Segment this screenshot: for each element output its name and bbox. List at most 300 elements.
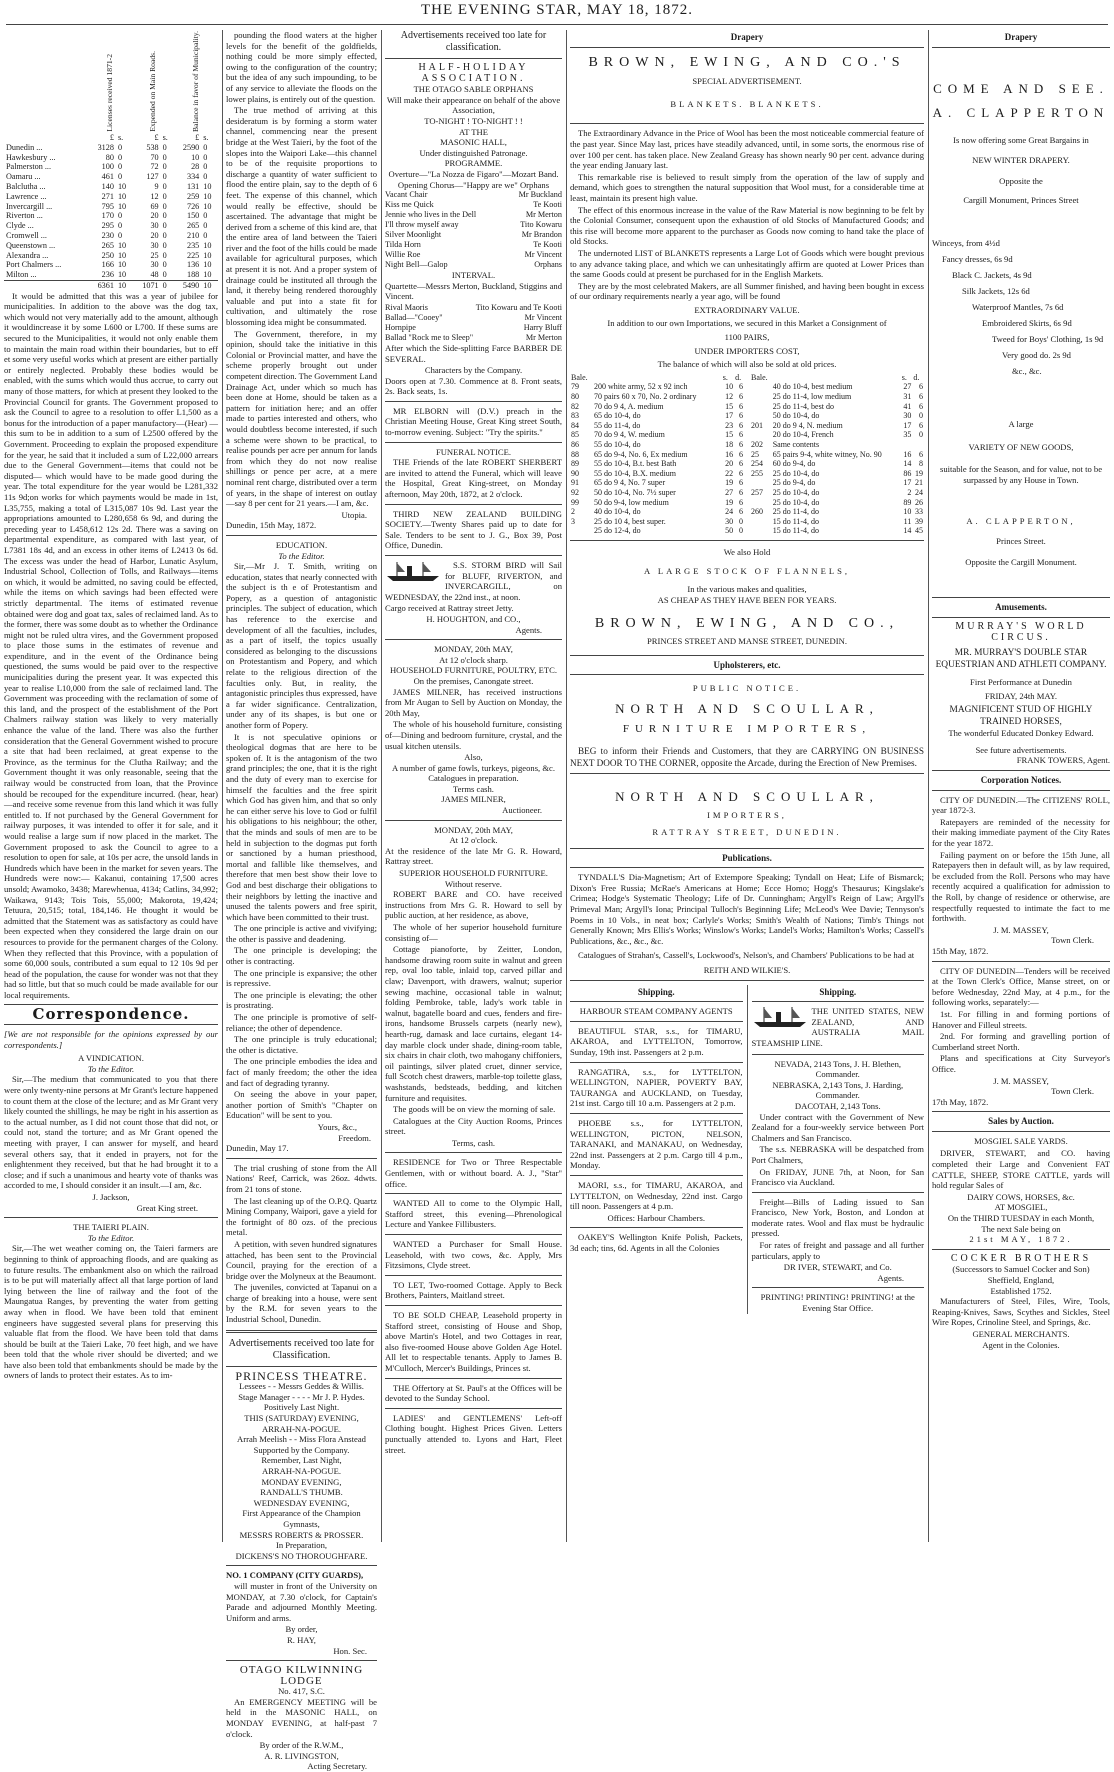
ad-body: This remarkable rise is believed to result simply from the operation of the law of supply and demand, which goes to strengthen the natural supposition that Wool must, for a considerable time at least, maintain its present high value. [570,171,924,203]
section-heading: Shipping. [637,986,675,997]
ad-line: Sheffield, England, [987,1275,1055,1285]
table-cell: Palmerston ... [6,162,52,172]
table-cell: 20 [725,459,734,469]
table-cell: 50 do 9-4, low medium [594,497,669,507]
table-cell [750,430,772,440]
ad-line: We also Hold [723,546,771,557]
table-cell [750,402,772,412]
ad-body: Catalogues at the City Auction Rooms, Princes street. [385,1115,562,1137]
table-cell: 10 [203,250,212,260]
ad-body: The whole of his household furniture, consisting of—Dining and bedroom furniture, crystal, and the usual kitchen utensils. [385,719,562,751]
section-title: Correspondence. [32,1005,190,1024]
table-cell: 5490 [182,280,200,290]
programme-item [385,200,562,210]
programme-item [385,333,562,343]
ad-body: TYNDALL'S Dia-Magnetism; Art of Extempore Speaking; Tyndall on Heat; Life of Bismarck; Dixon's Free Russia; McRae's Americans at Home; Ecce Homo; Hogg's Thesaurus; Kingslake's Crimea; Hodge's Systematic Theology; Life of Dr. Cunningham; Argyll's Reign of Law; Argyll's Primeval Man; Argyll's Iona; Principal Tulloch's Beginning Life; McLeod's Wee Davie; Tennyson's Poems in 10 Vols., in neat box; Carlyle's Works; Smith's Wealth of Nations; Timb's Things not Generally Known; Mrs Ellis's Works; Winslow's Works; Landel's Works; Hamilton's Works; Cassell's Publications, &c., &c., &c. [570,872,924,946]
table-cell: 86 [903,468,912,478]
table-cell: 259 [186,191,200,201]
programme-item [385,323,562,333]
price-item: Waterproof Mantles, 7s 6d [972,302,1064,313]
letter-signature: Yours, &c., [317,1121,357,1132]
song-title: Tilda Horn [385,240,421,250]
table-cell: 0 [162,191,167,201]
ad-body: The undernoted LIST of BLANKETS represents a Large Lot of Goods which were bought previous to any advance taking place, and which we can unhesitatingly affirm are quoted at Lower Prices than the same Goods could at present be purchased for in the English Markets. [570,247,924,280]
table-cell: 10 [117,260,127,270]
table-cell: Hawkesbury ... [6,152,56,162]
ad-line: By order of the R.W.M., [259,1740,344,1751]
table-cell: 31 [903,392,912,402]
article-paragraph: The one principle is developing; the other is contracting. [226,945,377,967]
table-cell: 10 [117,191,127,201]
table-cell: 0 [162,201,167,211]
table-cell: 0 [162,240,167,250]
table-cell: 25 do 10-4, do [772,468,820,478]
programme-item [385,190,562,200]
ad-line: TO-NIGHT ! TO-NIGHT ! ! [424,115,523,126]
ad-line: By order, [285,1624,318,1635]
table-header-row [570,373,744,383]
letter-body [226,561,377,1121]
table-cell: 6 [739,392,743,402]
ad-body: WANTED a Purchaser for Small House. Leasehold, with two cows, &c. Apply, Mrs Fitzsimons, Clyde street. [385,1239,562,1271]
ad-line: DACOTAH, 2,143 Tons. [794,1100,881,1111]
ad-line: NEBRASKA, 2,143 Tons, J. Harding, Commander. [772,1079,904,1101]
table-cell: 80 [105,152,114,162]
ad-title: MURRAY'S WORLD CIRCUS. [955,620,1087,643]
performer: Mr Vincent [524,312,562,322]
table-cell: 10 [117,181,127,191]
table-cell [901,440,913,450]
ad-line: After which the Side-splitting Farce BARBER DE SEVERAL. [385,342,562,364]
section-heading: Upholsterers, etc. [713,659,781,670]
song-title: Willie Roe [385,250,421,260]
ad-body: LADIES' and GENTLEMENS' Left-off Clothing bought. Highest Prices Given. Letters punctually attended to. Lyons and Hart, Fleet street. [385,1412,562,1455]
ad-line: RATTRAY STREET, DUNEDIN. [652,827,842,838]
ad-line: DICKENS'S NO THOROUGHFARE. [235,1550,368,1561]
table-cell: 0 [117,211,123,221]
table-cell: 12 [150,191,159,201]
ad-title: BROWN, EWING, AND CO., [594,616,900,632]
ad-line: At 12 o'clock. [449,835,498,846]
ad-line: FRIDAY, 24th MAY. [984,690,1058,701]
table-cell: 50 do 10-4, No. 7½ super [594,487,676,497]
table-cell: 6 [739,449,743,459]
table-cell: 9 [154,181,159,191]
ad-line: ARRAH-NA-POGUE. [261,1423,341,1434]
table-cell: 25 [150,250,159,260]
ad-body: RESIDENCE for Two or Three Respectable Gentlemen, with or without board. A. J., "Star" office. [385,1157,562,1189]
table-row [570,402,744,412]
table-cell: 10 [203,191,212,201]
ad-line: MASONIC HALL, [440,137,507,148]
ad-signature: DR IVER, STEWART, and Co. [783,1262,892,1273]
table-cell: 25 do 9-4, do [772,478,816,488]
ad-line: Characters by the Company. [424,365,523,376]
table-cell: 65 do 9 4, No. 7 super [594,478,666,488]
song-title: Kiss me Quick [385,200,434,210]
divider [570,655,924,656]
table-cell: 30 [903,411,912,421]
table-cell: 0 [919,411,923,421]
table-cell: 25 do 12-4, do [594,526,641,536]
table-cell: 17 [725,411,734,421]
table-cell: 0 [117,221,123,231]
article-paragraph: The one principle is active and vivifying; the other is passive and deadening. [226,923,377,944]
price-list [932,235,1110,379]
section-heading: Advertisements received too late for Classification. [228,1337,375,1361]
divider [932,1131,1110,1132]
divider [752,1054,925,1055]
ad-body: THIRD NEW ZEALAND BUILDING SOCIETY.—Twenty Shares paid up to date for Sale. Tenders to be sent to J. G., Box 39, Post Office, Dunedin. [385,508,562,551]
table-row [750,469,924,479]
ad-line: Also, [464,752,483,763]
table-row [750,498,924,508]
table-cell: 0 [203,172,208,182]
column-3 [385,30,562,1540]
table-cell: 84 [571,420,579,430]
divider [932,47,1110,48]
performer: Mr Buckland [518,190,562,200]
divider [385,820,562,821]
table-cell: Clyde ... [6,221,34,231]
table-cell: 24 [915,487,923,497]
table-cell: 90 [571,468,579,478]
ad-signature: A. R. LIVINGSTON, [264,1750,339,1761]
table-row [750,450,924,460]
table-cell: 19 [725,497,734,507]
table-cell: Dunedin ... [6,142,43,152]
article-paragraph: The Government, therefore, in my opinion, should take the initiative in this Colonial or Provincial matter, and have the scheme properly brought out under competent direction. The Government Land Drainage Act, under which so much has been done at Home, should be taken as a pattern for initiation here; and an offer made to parties interested and others, who would doubtless become interested, if such a scheme were shown to be practical, to realise pounds per acre per annum for lands from which they do not now realise shillings or pence per acre, at a mere nominal rent charge, distributed over a term of years, in the shape of interest on outlay—say 8 per cent for 21 years.—I am, &c. [226,328,377,509]
ad-body: THE Offertory at St. Paul's at the Offices will be devoted to the Sunday School. [385,1382,562,1404]
ad-line: Stage Manager - - - - Mr J. P. Hydes. [238,1391,365,1402]
ad-line: Doors open at 7.30. Commence at 8. Front seats, 2s. Back seats, 1s. [385,375,562,397]
ad-line: AT MOSGIEL, [994,1202,1048,1213]
ad-line: Cargill Monument, Princes Street [963,194,1079,205]
divider [385,1193,562,1194]
table-cell: 45 [915,526,923,536]
table-row [570,459,744,469]
table-row [570,440,744,450]
price-item: Tweed for Boys' Clothing, 1s 9d [992,334,1104,345]
table-cell: 170 [101,211,114,221]
table-cell: 0 [739,526,743,536]
table-cell: 10 [203,201,212,211]
table-cell: 0 [162,142,167,152]
ad-line: Is now offering some Great Bargains in [953,134,1089,145]
table-cell: 22 [725,468,734,478]
article-paragraph: The one principle is promotive of self-reliance; the other of dependence. [226,1012,377,1033]
ad-title: NORTH AND SCOULLAR, [615,700,879,716]
table-row [4,221,218,231]
ad-line: AT THE [458,126,489,137]
table-cell: 10 [903,507,912,517]
table-cell: 225 [186,250,200,260]
divider [932,617,1110,618]
ad-body: RANGATIRA, s.s., for LYTTELTON, WELLINGTON, NAPIER, POVERTY BAY, TAURANGA and AUCKLAND, on Tuesday, 21st inst. Cargo till 10 a.m. Passengers at 2 p.m. [570,1066,743,1109]
table-cell: 30 [150,221,159,231]
divider [226,535,377,536]
table-cell: 10 [191,152,200,162]
ad-body: WANTED All to come to the Olympic Hall, Stafford street, this evening—Phrenological Lecture and Yankee Fillibusters. [385,1198,562,1230]
table-cell: 35 [903,430,912,440]
table-row [750,382,924,392]
divider [385,442,562,443]
table-cell: Riverton ... [6,211,43,221]
table-header-row [750,373,924,383]
table-row [570,411,744,421]
section-heading: Amusements. [995,602,1047,613]
ad-line: BLANKETS. BLANKETS. [670,98,824,109]
divider [385,1378,562,1379]
table-row [570,430,744,440]
ad-line: In addition to our own Importations, we secured in this Market a Consignment of [607,318,887,329]
table-cell: 0 [203,152,208,162]
programme-list [385,303,562,343]
column-2 [226,30,377,1772]
table-cell: 17 [903,478,912,488]
ad-line: Lessees - - Messrs Geddes & Willis. [239,1381,364,1392]
performer: Orphans [534,260,562,270]
table-body [4,143,218,281]
table-row [750,411,924,421]
table-cell: 188 [186,270,200,280]
song-title: Ballad—"Cooey" [385,312,443,322]
ad-role: Town Clerk. [1051,935,1094,946]
masthead: THE EVENING STAR, MAY 18, 1872. [420,2,694,18]
table-row [4,153,218,163]
table-row [4,260,218,270]
ad-title: NORTH AND SCOULLAR, [615,788,879,804]
table-cell: 0 [162,181,167,191]
divider [932,770,1110,771]
ad-line: Arrah Meelish - - Miss Flora Anstead [237,1434,366,1445]
ad-body: The s.s. NEBRASKA will be despatched from Port Chalmers, [751,1144,924,1165]
table-cell: 25 do 11-4, do [772,507,820,517]
divider [570,1175,743,1176]
table-cell [750,392,772,402]
table-row [570,421,744,431]
table-cell: Invercargill ... [6,201,53,211]
ad-signature: JAMES MILNER, [441,794,506,805]
divider [570,1001,743,1002]
ad-line: GENERAL MERCHANTS. [972,1328,1070,1339]
letter-title: THE TAIERI PLAIN. [73,1222,149,1233]
ad-line: Overture—"La Nozza de Figaro"—Mozart Band. [388,168,559,179]
table-header: Expended on Main Roads. [148,51,158,132]
table-cell: 3 [571,516,575,526]
table-cell: 10 [117,240,127,250]
ad-line: PUBLIC NOTICE. [692,683,802,694]
divider [570,47,924,48]
ad-body: The Extraordinary Advance in the Price of Wool has been the most noticeable commercial feature of the past year. Since May last, prices have steadily advanced, until, in some sorts, the enormous rise of over 100 per cent. has taken place. New Zealand Greasy has shown nearly 90 per cent. advance during the year ending January last. [570,128,924,171]
ad-role: Agents. [877,1272,904,1283]
price-item: &c., &c. [1012,366,1042,377]
table-cell: 33 [915,507,923,517]
table-cell [750,411,772,421]
article-paragraph: It would be admitted that this was a year of jubilee for municipalities. In addition to the above was the dog tax, which would not very materially add to the amount, although it wouldincrease it by some L600 or L700. If these sums are secured to the Municipalities, it would not only enable them to maintain the main road within their boundaries, but to eff et some very useful works which at present are either partially or entirely neglected. Probably these bodies would be enabled, with the sums which would thus accrue, to carry out many of those matters, for which at present they looked to the Provincial Council for grants. The Government proposed to ask the Council to agree to a resolution to offer L1,500 as a bonus for the introduction of a paper manufactory—(Hear) —this sum to be in addition to a sum of L2500 offered by the Government. Proceeding to explain the proposed expenditure for the year, he said that it included a sum of L22,000 arrears due to the General Government—items that could not be disputed— which would have to be made good during the year. The total expenditure for the year would be L281,332 11s 9d;on works for which payments would be made in 1st, L35,755, making a total of L315,087 10s 9d. Last year the appropriations amounted to L280,658 6s 9d, and during the preceding year to L458,612 12s 2d. There was a saving on departmental expenditure, as compared with last year, of L7381 18s 4d, and an excess in other items of L2413 0s 6d. The excess was under the head of Harbor, Lunatic Asylum, Industrial School, Collection of Tolls, and Railways—items on which, it would be admitted, no saving could be effected, while the items on which savings had been effected were strictly departmental. The items of estimated revenue obtained were dog and goat tax, sales of reclaimed land. As to the former, there was some doubt as to whether the Ordinance might not be ruled ultra vires, and the Government proposed to place those sums in the estimates of revenue and expenditure, and in the event of the Ordinance being questioned, the sums would be paid over to the respective municipalities during the present year. It was expected this year to realise L10,000 from the sale of reclaimed land. The Government was proceeding with the reclamation of some of this land, and the prospect of the establishment of the Port Chalmers railway station was likely to very materially enhance the value of the land. There was also the further consideration that the General Government wished to procure a site that had been reclaimed, at great expense to the Province, as the terminus for the Clutha Railway; and the Government thought it was only reasonable, seeing that the railway would be constructed from loan, that the Province should be recouped for the expenditure incurred. (hear, hear)—and receive some revenue from this land which it was fully entitled to. If not purchased by the General Government for railway purposes, it was intended to offer it for sale, and it would realise a large sum if now placed in the market. The Government proposed to ask the Council to agree to a resolution to open for sale, at 10s per acre, the unsold lands in Hundreds which have been in the market for seven years. The Hundreds were now:— Kakanui, containing 17,500 acres unsold; Awamoko, 3438; Marewhenua, 4134; Catlins, 34,992; Waikawa, 9143; Tois Tois, 55,000; Makorota, 19,424; Tetuura, 20,515; total, 184,146. He thought it would be admitted that the Statement was as satisfactory as could have been expected when they considered the large drain on our resources to provide for the permanent charges of the Colony. When they reflected that this Province, with a population of some 60,000 souls, contributed a sum equal to 12 10s 9d per head of the population, the cause for wonder was not that they had so little, but that so much could be made available for our local requirements. [4,290,218,1000]
column-5 [932,30,1110,1540]
ad-line: MR. MURRAY'S DOUBLE STAR EQUESTRIAN AND ATHLETI COMPANY. [935,648,1107,671]
table-cell: 19 [725,478,734,488]
ad-line: On the premises, Canongate street. [413,675,534,686]
ad-line: VARIETY OF NEW GOODS, [968,441,1074,452]
ad-line: No. 417, S.C. [278,1686,325,1697]
programme-item [385,260,562,270]
table-cell: 8 [919,459,923,469]
table-cell: 10 [203,270,212,280]
table-cell: 6 [919,420,923,430]
table-cell [750,517,772,527]
table-cell: 27 [903,382,912,392]
table-cell: 30 [725,516,734,526]
performer: Tito Kowaru and Te Kooti [475,302,562,312]
table-cell: 726 [186,201,200,211]
ad-line: A LARGE STOCK OF FLANNELS, [643,565,851,576]
table-cell: 91 [571,478,579,488]
table-cell: 39 [915,516,923,526]
divider [570,848,924,849]
ad-signature: REITH AND WILKIE'S. [703,965,791,975]
article-paragraph: Sir,—Mr J. T. Smith, writing on education, states that nearly connected with the subject is th e of Protestantism and Popery, as a question of antagonistic principles. The subject of education, which has reference to the exercise and development of all the faculties, includes, as a part of itself, the topics usually considered as belonging to the discussions on Protestantism and Popery, and which relate to the religious direction of the faculties only. But, in reality, the antagonistic principles thus expressed, have a far wider significance. Centralization, under any of its shapes, is but one or another form of Popery. [226,561,377,730]
song-title: Silver Moonlight [385,230,442,240]
table-cell: 14 [903,526,912,536]
table-cell: 3128 [97,142,114,152]
ad-body: OAKEY'S Wellington Knife Polish, Packets, 3d each; tins, 6d. Agents in all the Colonies [570,1232,743,1253]
table-cell: 0 [162,211,167,221]
table-cell: 82 [571,401,579,411]
ad-line: See future advertisements. [975,744,1067,755]
divider [385,1408,562,1409]
concert-ad [385,84,562,190]
table-cell: 6 [739,411,743,421]
table-cell: 17 [903,420,912,430]
table-cell: 0 [162,250,167,260]
ad-line: Offices: Harbour Chambers. [607,1212,705,1223]
table-cell: 25 do 11-4, best do [772,401,834,411]
table-cell: 79 [571,382,579,392]
table-cell: 10 [117,250,127,260]
steamship-icon [385,560,441,582]
ad-title: HALF-HOLIDAY ASSOCIATION. [418,62,529,84]
table-cell: 24 [725,507,734,517]
news-item: A petition, with seven hundred signatures attached, has been sent to the Provincial Council, praying for the erection of a bridge over the Molyneux at the Beaumont. [226,1238,377,1281]
ad-title: BROWN, EWING, AND CO.'S [588,54,906,70]
ad-title: NO. 1 COMPANY (CITY GUARDS), [226,1570,364,1581]
programme-item [385,210,562,220]
divider [4,1024,218,1025]
divider [570,1227,743,1228]
ad-line: The next Sale being on [981,1223,1061,1234]
table-cell: 6 [919,401,923,411]
table-header [593,373,722,383]
song-title: I'll throw myself away [385,220,459,230]
ad-line: suitable for the Season, and for value, not to be surpassed by any House in Town. [939,464,1103,485]
table-cell: Alexandra ... [6,250,49,260]
ad-title: FURNITURE IMPORTERS, [622,723,872,736]
ad-role: Acting Secretary. [307,1761,367,1772]
ad-line: A large [1008,419,1034,430]
table-cell: £ [195,132,200,142]
table-cell: 50 [725,526,734,536]
divider [4,1217,218,1218]
table-cell: 70 [150,152,159,162]
table-cell: 0 [162,172,167,182]
letter-signature: Freedom. [338,1132,371,1143]
ad-line: Opposite the [999,175,1043,186]
table-cell: 0 [739,516,743,526]
table-cell: 20 do 9 4, N. medium [772,420,843,430]
ad-body: MAORI, s.s., for TIMARU, AKAROA, and LYTTELTON, on Wednesday, 22nd inst. Cargo till noon. Passengers at 4 p.m. [570,1179,743,1212]
table-cell: 6 [739,497,743,507]
table-cell: 2 [571,507,575,517]
table-cell: 6 [739,401,743,411]
table-cell: 0 [203,142,208,152]
divider [570,123,924,124]
ad-line: INTERVAL. [451,270,496,281]
table-cell: 60 do 9-4, do [772,459,816,469]
programme-list [385,190,562,270]
ad-role: Town Clerk. [1051,1086,1094,1097]
column-1 [4,30,218,1540]
ad-line: NEW WINTER DRAPERY. [972,155,1070,166]
table-header: Balance in favor of Municipality. [190,31,200,132]
table-cell: 40 do 10-4, best medium [772,382,853,392]
divider [385,1305,562,1306]
table-row [570,526,744,536]
table-cell: 80 [571,392,579,402]
ad-signature: H. HOUGHTON, and CO., [426,613,521,624]
ad-line: The wonderful Educated Donkey Edward. [948,728,1094,739]
table-cell: 10 [117,280,127,290]
table-row [4,192,218,202]
divider [932,597,1110,598]
table-cell: 0 [203,230,208,240]
song-title: Ballad "Rock me to Sleep" [385,332,474,342]
currency-row [4,133,218,143]
table-row [4,202,218,212]
divider [932,790,1110,791]
divider [570,867,924,868]
table-cell: 25 do 11-4, low medium [772,392,852,402]
table-cell: 150 [186,211,200,221]
price-item: Black C. Jackets, 4s 9d [952,270,1032,281]
performer: Te Kooti [533,200,562,210]
ad-signature: J. M. MASSEY, [993,924,1049,935]
table-cell: 6 [739,468,743,478]
price-item: Silk Jackets, 12s 6d [962,286,1030,297]
ad-signature: FRANK TOWERS, Agent. [1016,755,1110,766]
divider [385,504,562,505]
column-divider [381,30,382,1542]
section-heading: Drapery [1004,32,1038,42]
table-row [4,251,218,261]
ad-role: Hon. Sec. [333,1645,367,1656]
ad-body: Freight—Bills of Lading issued to San Francisco, New York, Boston, and London at moderate rates. Wool and flax must be hydraulic pressed. [751,1196,924,1239]
news-item: The trial crushing of stone from the All Nations' Reef, Carrick, was 26oz. 4dwts. from 21 tons of stone. [226,1162,377,1194]
table-cell [750,382,772,392]
table-cell: 0 [162,230,167,240]
ad-line: MONDAY, 20th MAY, [434,644,513,655]
table-cell: 200 white army, 52 x 92 inch [594,382,688,392]
table-cell: 127 [146,172,159,182]
table-cell: 30 [150,260,159,270]
table-cell [750,478,772,488]
table-cell: 0 [162,162,167,172]
table-row [750,517,924,527]
song-title: Night Bell—Galop [385,260,448,270]
table-cell [570,526,593,536]
article-paragraph: It is not speculative opinions or theological dogmas that are here to be spoken of. It is the antagonism of the two grand principles; the one, that it is the right and the duty of every man to exercise for himself the faculties and the free spirit which God has given him, and that so only he can either serve his love to God or fulfil his obligations to his neighbour; the other, that the minds and souls of men are to be held in subjection to the dogmas put forth or sanctioned by a human priesthood, mortal and fallible like themselves, and therefore that men best show their love to God and best discharge their obligations to their neighbors by letting the inactive and unused the talents powers and free spirit, which have been committed to their trust. [226,731,377,922]
